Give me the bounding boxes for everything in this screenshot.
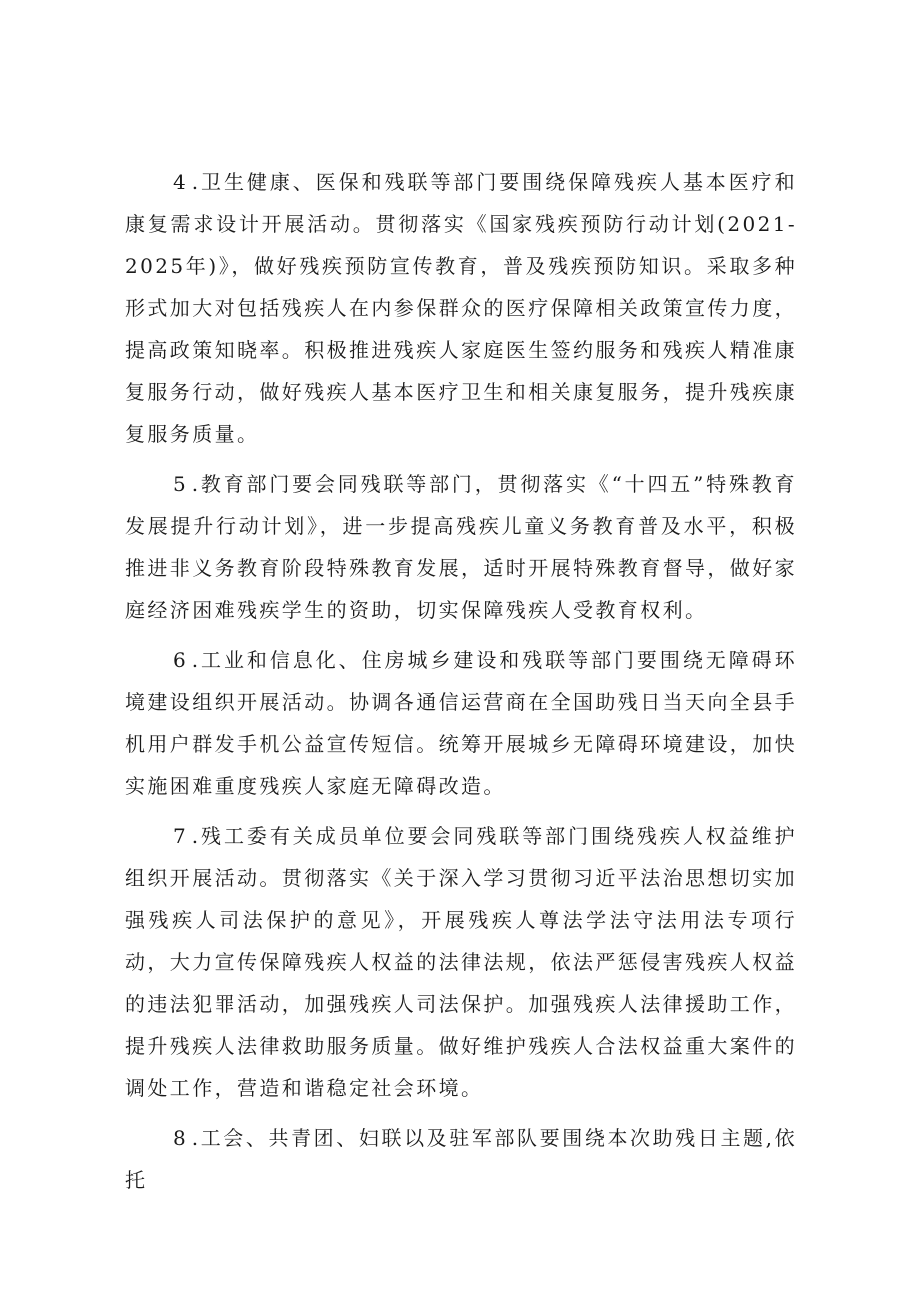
document-body: [125, 161, 797, 1209]
paragraph-number: 4: [173, 170, 192, 194]
paragraph-text: .卫生健康、医保和残联等部门要围绕保障残疾人基本医疗和康复需求设计开展活动。贯彻落实《国家残疾预防行动计划(2021-2025年)》，做好残疾预防宣传教育，普及残疾预防知识。采取多种形式加大对包括残疾人在内参保群众的医疗保障相关政策宣传力度，提高政策知晓率。积极推进残疾人家庭医生签约服务和残疾人精准康复服务行动，做好残疾人基本医疗卫生和相关康复服务，提升残疾康复服务质量。: [125, 170, 797, 446]
paragraph-number: 6: [173, 648, 192, 672]
paragraph-number: 7: [173, 824, 192, 848]
paragraph-7: [125, 815, 797, 1109]
paragraph-4: [125, 161, 797, 455]
paragraph-number: 5: [173, 472, 192, 496]
paragraph-5: [125, 463, 797, 631]
paragraph-8: [125, 1117, 797, 1201]
paragraph-number: 8: [173, 1126, 192, 1150]
paragraph-text: .工业和信息化、住房城乡建设和残联等部门要围绕无障碍环境建设组织开展活动。协调各通信运营商在全国助残日当天向全县手机用户群发手机公益宣传短信。统筹开展城乡无障碍环境建设，加快实施困难重度残疾人家庭无障碍改造。: [125, 648, 797, 798]
paragraph-text: .工会、共青团、妇联以及驻军部队要围绕本次助残日主题,依托: [125, 1126, 797, 1192]
paragraph-text: .教育部门要会同残联等部门，贯彻落实《“十四五”特殊教育发展提升行动计划》，进一步提高残疾儿童义务教育普及水平，积极推进非义务教育阶段特殊教育发展，适时开展特殊教育督导，做好家庭经济困难残疾学生的资助，切实保障残疾人受教育权利。: [125, 472, 797, 622]
paragraph-text: .残工委有关成员单位要会同残联等部门围绕残疾人权益维护组织开展活动。贯彻落实《关于深入学习贯彻习近平法治思想切实加强残疾人司法保护的意见》，开展残疾人尊法学法守法用法专项行动，大力宣传保障残疾人权益的法律法规，依法严惩侵害残疾人权益的违法犯罪活动，加强残疾人司法保护。加强残疾人法律援助工作，提升残疾人法律救助服务质量。做好维护残疾人合法权益重大案件的调处工作，营造和谐稳定社会环境。: [125, 824, 797, 1100]
paragraph-6: [125, 639, 797, 807]
